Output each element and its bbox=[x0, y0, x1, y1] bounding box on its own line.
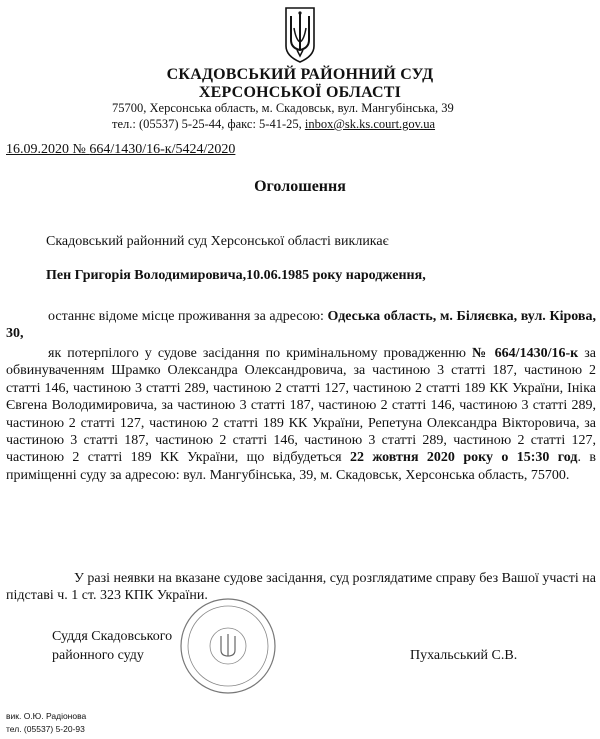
case-paragraph bbox=[6, 345, 596, 484]
coat-of-arms-icon bbox=[283, 6, 317, 64]
email-link[interactable]: inbox@sk.ks.court.gov.ua bbox=[304, 117, 436, 131]
judge-title-line2: районного суду bbox=[52, 648, 144, 663]
registration-number: 664/1430/16-к/5424/2020 bbox=[89, 142, 236, 157]
case-intro: як потерпілого у судове засідання по кримінальному провадженню bbox=[48, 346, 472, 361]
residence-paragraph bbox=[6, 308, 596, 343]
case-details: за обвинуваченням Шрамко Олександра Олександровича, за частиною 3 статті 187, частиною 2 статті 146, частиною 3 статті 289, частиною 2 статті 127, частиною 2 статті 189 КК України, Ініка Євгена Володимировича, за частиною 3 статті 187, частиною 2 статті 146, частиною 3 статті 289, частиною 2 статті 127, частиною 2 статті 189 КК України, Репетуна Олександра Вікторовича, за частиною 3 статті 187, частиною 2 статті 146, частиною 3 статті 289, частиною 2 статті 127, частиною 2 статті 189 КК України, що відбудеться bbox=[6, 346, 596, 466]
executor-name: вик. О.Ю. Радіонова bbox=[6, 711, 87, 721]
person-name: Пен Григорія Володимировича, bbox=[46, 268, 247, 283]
judge-name: Пухальський С.В. bbox=[410, 648, 518, 663]
judge-title-line1: Суддя Скадовського bbox=[52, 629, 173, 644]
executor-phone: тел. (05537) 5-20-93 bbox=[6, 724, 85, 734]
hearing-location: . в приміщенні суду за адресою: вул. Мангубінська, 39, м. Скадовськ, Херсонська область, 75700. bbox=[6, 450, 596, 483]
court-contacts bbox=[112, 117, 435, 132]
residence-label: останнє відоме місце проживання за адресою: bbox=[48, 309, 328, 324]
court-seal-icon bbox=[178, 596, 278, 696]
document-title: Оголошення bbox=[254, 178, 346, 195]
registration-date: 16.09.2020 bbox=[6, 142, 69, 157]
residence-address: Одеська область, м. Біляєвка, вул. Кірова, 30, bbox=[6, 309, 596, 342]
summoned-person bbox=[46, 268, 426, 284]
person-birth: 10.06.1985 року народження, bbox=[246, 268, 426, 283]
registration-line bbox=[6, 142, 235, 158]
court-name: СКАДОВСЬКИЙ РАЙОННИЙ СУД bbox=[166, 66, 434, 83]
court-region: ХЕРСОНСЬКОЇ ОБЛАСТІ bbox=[198, 84, 402, 101]
court-address: 75700, Херсонська область, м. Скадовськ, вул. Мангубінська, 39 bbox=[112, 101, 454, 115]
intro-text: Скадовський районний суд Херсонської області викликає bbox=[46, 234, 389, 249]
hearing-datetime: 22 жовтня 2020 року о 15:30 год bbox=[349, 450, 578, 466]
phone-fax: тел.: (05537) 5-25-44, факс: 5-41-25, bbox=[112, 117, 305, 131]
case-number: № 664/1430/16-к bbox=[471, 346, 579, 361]
registration-separator: № bbox=[69, 142, 90, 157]
absence-warning-paragraph: У разі неявки на вказане судове засідання, суд розглядатиме справу без Вашої участі на підставі ч. 1 ст. 323 КПК України. bbox=[6, 571, 597, 604]
